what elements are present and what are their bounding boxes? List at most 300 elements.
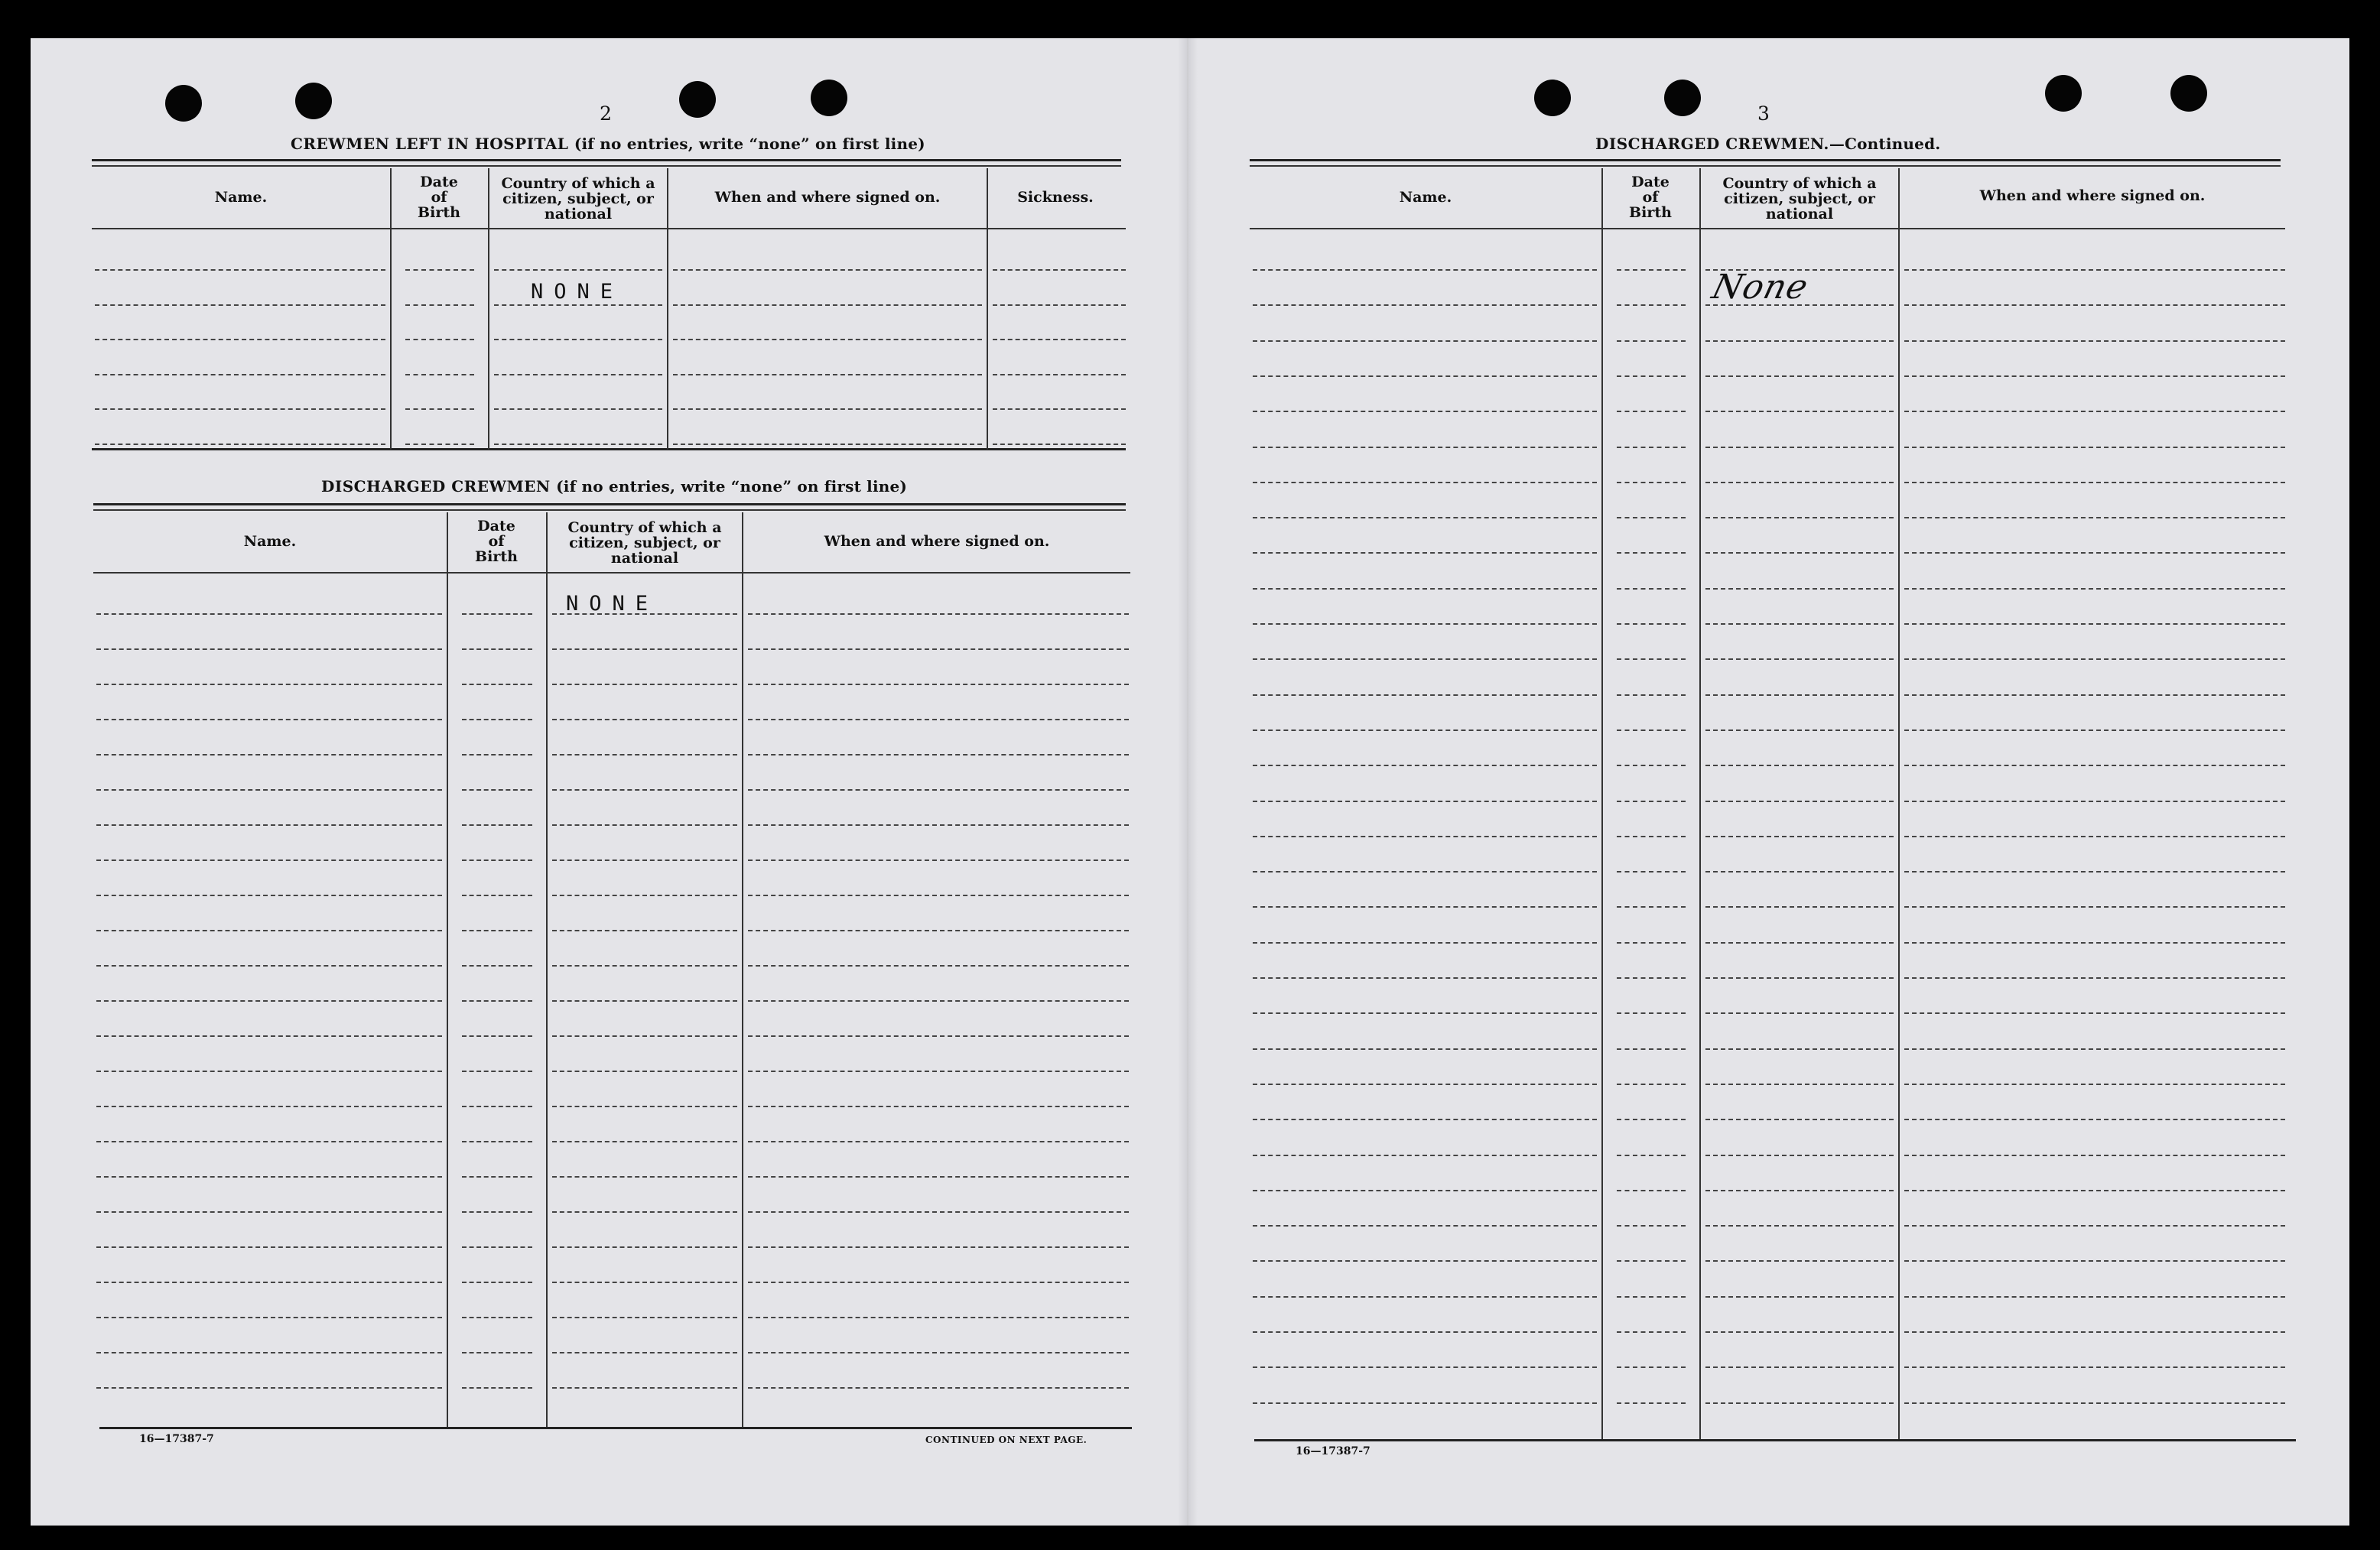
entry-line	[1617, 447, 1686, 448]
entry-line	[96, 754, 442, 756]
entry-line	[494, 444, 662, 445]
entry-line	[748, 1211, 1129, 1213]
entry-line	[1904, 1366, 2285, 1368]
entry-line	[1904, 269, 2285, 271]
entry-line	[748, 648, 1129, 650]
entry-line	[1904, 801, 2285, 802]
discharged-top-rule	[93, 503, 1126, 505]
entry-line	[552, 895, 737, 896]
entry-line	[494, 339, 662, 340]
entry-line	[1904, 623, 2285, 625]
right-col-signed-on: When and where signed on.	[1979, 187, 2206, 204]
entry-line	[748, 1000, 1129, 1002]
entry-line	[1705, 1225, 1894, 1227]
entry-line	[96, 1211, 442, 1213]
entry-line	[1904, 1119, 2285, 1120]
entry-line	[462, 965, 532, 967]
entry-line	[1253, 942, 1597, 944]
entry-line	[748, 1035, 1129, 1037]
entry-line	[1904, 517, 2285, 518]
entry-line	[748, 1387, 1129, 1389]
entry-line	[993, 374, 1126, 375]
entry-line	[1617, 1331, 1686, 1333]
entry-line	[1904, 411, 2285, 412]
entry-line	[1253, 304, 1597, 306]
entry-line	[1705, 1084, 1894, 1085]
continued-note: CONTINUED ON NEXT PAGE.	[925, 1435, 1088, 1445]
entry-line	[1617, 411, 1686, 412]
entry-line	[748, 859, 1129, 861]
entry-line	[1904, 1331, 2285, 1333]
entry-line	[1904, 1260, 2285, 1262]
entry-line	[494, 304, 662, 306]
entry-line	[1253, 1296, 1597, 1298]
entry-line	[1617, 482, 1686, 483]
entry-line	[1617, 1402, 1686, 1404]
entry-line	[1617, 765, 1686, 766]
entry-line	[1705, 375, 1894, 377]
hospital-col-sickness: Sickness.	[1017, 189, 1094, 206]
entry-line	[1705, 942, 1894, 944]
entry-line	[552, 789, 737, 791]
right-none-entry: None	[1708, 268, 1813, 307]
entry-line	[748, 754, 1129, 756]
entry-line	[1253, 801, 1597, 802]
entry-line	[1904, 694, 2285, 696]
entry-line	[1253, 658, 1597, 660]
entry-line	[748, 824, 1129, 826]
entry-line	[1904, 658, 2285, 660]
entry-line	[95, 408, 385, 410]
entry-line	[1617, 517, 1686, 518]
entry-line	[1705, 1366, 1894, 1368]
entry-line	[552, 930, 737, 931]
entry-line	[1253, 694, 1597, 696]
entry-line	[494, 408, 662, 410]
entry-line	[96, 789, 442, 791]
entry-line	[1904, 1012, 2285, 1014]
entry-line	[1617, 871, 1686, 872]
entry-line	[1705, 694, 1894, 696]
entry-line	[552, 1282, 737, 1283]
hospital-top-rule-2	[92, 165, 1121, 167]
right-col-divider	[1699, 168, 1701, 1439]
entry-line	[1904, 1084, 2285, 1085]
entry-line	[1617, 942, 1686, 944]
entry-line	[748, 789, 1129, 791]
discharged-header-rule	[93, 572, 1130, 574]
entry-line	[96, 1141, 442, 1142]
entry-line	[494, 269, 662, 271]
entry-line	[1705, 588, 1894, 590]
entry-line	[1617, 1366, 1686, 1368]
entry-line	[1904, 482, 2285, 483]
entry-line	[1904, 1225, 2285, 1227]
entry-line	[748, 1246, 1129, 1248]
entry-line	[552, 1106, 737, 1107]
hospital-col-signed-on: When and where signed on.	[714, 189, 941, 206]
entry-line	[552, 859, 737, 861]
entry-line	[552, 1317, 737, 1318]
entry-line	[748, 1071, 1129, 1072]
entry-line	[1253, 906, 1597, 908]
entry-line	[673, 304, 982, 306]
entry-line	[96, 1352, 442, 1353]
entry-line	[96, 1387, 442, 1389]
entry-line	[1904, 1155, 2285, 1156]
entry-line	[96, 719, 442, 720]
entry-line	[1253, 1012, 1597, 1014]
entry-line	[1904, 375, 2285, 377]
discharged-title-instruction: (if no entries, write “none” on first line)	[556, 477, 908, 496]
entry-line	[405, 269, 474, 271]
entry-line	[96, 1000, 442, 1002]
entry-line	[1705, 482, 1894, 483]
form-number-right: 16—17387-7	[1296, 1445, 1370, 1457]
entry-line	[1253, 482, 1597, 483]
entry-line	[96, 859, 442, 861]
hospital-title-text: CREWMEN LEFT IN HOSPITAL	[291, 135, 569, 153]
entry-line	[1904, 1048, 2285, 1050]
punch-hole	[1534, 80, 1571, 116]
entry-line	[748, 613, 1129, 615]
entry-line	[1617, 1225, 1686, 1227]
entry-line	[673, 269, 982, 271]
entry-line	[1705, 1119, 1894, 1120]
entry-line	[748, 1352, 1129, 1353]
hospital-col-name: Name.	[214, 189, 268, 206]
entry-line	[1904, 1296, 2285, 1298]
entry-line	[1705, 1331, 1894, 1333]
entry-line	[993, 269, 1126, 271]
entry-line	[1253, 517, 1597, 518]
entry-line	[552, 648, 737, 650]
punch-hole	[679, 81, 716, 118]
entry-line	[96, 1035, 442, 1037]
entry-line	[1705, 1402, 1894, 1404]
entry-line	[462, 789, 532, 791]
entry-line	[1904, 304, 2285, 306]
punch-hole	[295, 83, 332, 119]
entry-line	[1617, 730, 1686, 731]
entry-line	[1705, 1155, 1894, 1156]
hospital-bottom-rule	[92, 448, 1126, 450]
entry-line	[1253, 1225, 1597, 1227]
entry-line	[1253, 1190, 1597, 1191]
entry-line	[462, 859, 532, 861]
entry-line	[1617, 1084, 1686, 1085]
entry-line	[552, 1352, 737, 1353]
hospital-top-rule	[92, 159, 1121, 161]
entry-line	[405, 408, 474, 410]
entry-line	[552, 1176, 737, 1178]
hospital-col-country: Country of which a citizen, subject, or national	[501, 175, 655, 223]
discharged-col-divider	[447, 512, 448, 1427]
right-header-rule	[1250, 228, 2285, 229]
entry-line	[1904, 730, 2285, 731]
entry-line	[462, 1282, 532, 1283]
entry-line	[462, 1141, 532, 1142]
page-number-left: 2	[600, 102, 612, 125]
entry-line	[552, 1387, 737, 1389]
hospital-title-instruction: (if no entries, write “none” on first line)	[574, 135, 925, 153]
entry-line	[552, 1071, 737, 1072]
entry-line	[1617, 623, 1686, 625]
entry-line	[462, 1246, 532, 1248]
discharged-col-dob: Date of Birth	[475, 518, 518, 565]
entry-line	[462, 1352, 532, 1353]
entry-line	[748, 1317, 1129, 1318]
entry-line	[462, 684, 532, 685]
entry-line	[96, 895, 442, 896]
entry-line	[993, 339, 1126, 340]
entry-line	[1705, 658, 1894, 660]
entry-line	[748, 1176, 1129, 1178]
entry-line	[1705, 871, 1894, 872]
right-top-rule-2	[1250, 165, 2281, 167]
right-col-dob: Date of Birth	[1629, 174, 1672, 221]
entry-line	[96, 1282, 442, 1283]
entry-line	[673, 408, 982, 410]
discharged-bottom-rule	[99, 1427, 1132, 1429]
entry-line	[1617, 906, 1686, 908]
entry-line	[748, 930, 1129, 931]
entry-line	[1705, 517, 1894, 518]
entry-line	[552, 1000, 737, 1002]
right-bottom-rule	[1254, 1439, 2296, 1441]
entry-line	[1617, 340, 1686, 342]
entry-line	[1253, 730, 1597, 731]
right-section-title	[1595, 135, 1940, 153]
entry-line	[1617, 1012, 1686, 1014]
entry-line	[1617, 1260, 1686, 1262]
entry-line	[552, 684, 737, 685]
entry-line	[1617, 836, 1686, 837]
entry-line	[748, 1141, 1129, 1142]
entry-line	[1253, 1402, 1597, 1404]
entry-line	[552, 1246, 737, 1248]
entry-line	[96, 613, 442, 615]
entry-line	[1617, 1296, 1686, 1298]
entry-line	[748, 895, 1129, 896]
entry-line	[1253, 375, 1597, 377]
entry-line	[1253, 871, 1597, 872]
hospital-col-divider	[987, 168, 988, 450]
entry-line	[1253, 552, 1597, 554]
entry-line	[1617, 1190, 1686, 1191]
entry-line	[1705, 906, 1894, 908]
entry-line	[1617, 375, 1686, 377]
entry-line	[1253, 1331, 1597, 1333]
entry-line	[1705, 552, 1894, 554]
entry-line	[552, 1035, 737, 1037]
entry-line	[96, 1246, 442, 1248]
right-col-name: Name.	[1399, 189, 1452, 206]
entry-line	[1904, 1402, 2285, 1404]
entry-line	[748, 684, 1129, 685]
entry-line	[1705, 836, 1894, 837]
entry-line	[96, 1176, 442, 1178]
punch-hole	[811, 80, 847, 116]
entry-line	[95, 304, 385, 306]
entry-line	[462, 754, 532, 756]
entry-line	[993, 408, 1126, 410]
entry-line	[1253, 836, 1597, 837]
entry-line	[993, 444, 1126, 445]
entry-line	[494, 374, 662, 375]
right-col-divider	[1898, 168, 1900, 1439]
page-number-right: 3	[1757, 102, 1770, 125]
entry-line	[96, 824, 442, 826]
entry-line	[95, 339, 385, 340]
right-top-rule	[1250, 159, 2281, 161]
entry-line	[1253, 1084, 1597, 1085]
entry-line	[462, 1035, 532, 1037]
entry-line	[1705, 411, 1894, 412]
entry-line	[552, 824, 737, 826]
entry-line	[1253, 269, 1597, 271]
entry-line	[1617, 1048, 1686, 1050]
entry-line	[748, 719, 1129, 720]
entry-line	[1253, 340, 1597, 342]
hospital-header-rule	[92, 228, 1126, 229]
entry-line	[405, 304, 474, 306]
entry-line	[1904, 1190, 2285, 1191]
entry-line	[673, 339, 982, 340]
entry-line	[1253, 588, 1597, 590]
entry-line	[748, 1106, 1129, 1107]
punch-hole	[2170, 75, 2207, 112]
entry-line	[1617, 304, 1686, 306]
entry-line	[552, 719, 737, 720]
entry-line	[1617, 977, 1686, 979]
entry-line	[1705, 765, 1894, 766]
entry-line	[462, 1317, 532, 1318]
entry-line	[462, 1176, 532, 1178]
entry-line	[96, 1317, 442, 1318]
discharged-col-signed-on: When and where signed on.	[824, 533, 1050, 550]
form-number-left: 16—17387-7	[139, 1433, 214, 1445]
entry-line	[462, 1106, 532, 1107]
entry-line	[1705, 1012, 1894, 1014]
entry-line	[552, 965, 737, 967]
entry-line	[1253, 1119, 1597, 1120]
entry-line	[462, 930, 532, 931]
entry-line	[1253, 1048, 1597, 1050]
discharged-col-divider	[546, 512, 548, 1427]
right-title-text: DISCHARGED CREWMEN.	[1595, 135, 1829, 153]
entry-line	[1617, 269, 1686, 271]
entry-line	[405, 339, 474, 340]
entry-line	[1904, 765, 2285, 766]
entry-line	[462, 1211, 532, 1213]
entry-line	[1705, 1190, 1894, 1191]
right-col-country: Country of which a citizen, subject, or national	[1722, 175, 1877, 223]
entry-line	[993, 304, 1126, 306]
punch-hole	[165, 85, 202, 122]
right-col-divider	[1601, 168, 1603, 1439]
entry-line	[1705, 1296, 1894, 1298]
entry-line	[1705, 801, 1894, 802]
entry-line	[462, 648, 532, 650]
entry-line	[96, 965, 442, 967]
entry-line	[1705, 730, 1894, 731]
entry-line	[462, 1000, 532, 1002]
entry-line	[462, 719, 532, 720]
entry-line	[673, 444, 982, 445]
entry-line	[1904, 977, 2285, 979]
entry-line	[405, 374, 474, 375]
entry-line	[1904, 340, 2285, 342]
entry-line	[462, 1387, 532, 1389]
entry-line	[96, 1071, 442, 1072]
hospital-col-dob: Date of Birth	[418, 174, 460, 221]
discharged-section-title	[321, 477, 907, 496]
entry-line	[1617, 694, 1686, 696]
discharged-top-rule-2	[93, 509, 1126, 511]
entry-line	[95, 269, 385, 271]
entry-line	[1617, 801, 1686, 802]
entry-line	[1705, 340, 1894, 342]
entry-line	[1617, 588, 1686, 590]
entry-line	[1253, 1366, 1597, 1368]
hospital-section-title	[291, 135, 925, 153]
entry-line	[1253, 1155, 1597, 1156]
entry-line	[462, 824, 532, 826]
entry-line	[96, 1106, 442, 1107]
entry-line	[1705, 1260, 1894, 1262]
entry-line	[1617, 1119, 1686, 1120]
hospital-col-divider	[667, 168, 668, 450]
entry-line	[96, 930, 442, 931]
entry-line	[1705, 977, 1894, 979]
entry-line	[1904, 552, 2285, 554]
entry-line	[1253, 977, 1597, 979]
entry-line	[462, 1071, 532, 1072]
discharged-title-text: DISCHARGED CREWMEN	[321, 477, 551, 496]
discharged-none-entry: NONE	[566, 592, 659, 616]
entry-line	[95, 374, 385, 375]
punch-hole	[2045, 75, 2082, 112]
entry-line	[748, 965, 1129, 967]
entry-line	[1253, 447, 1597, 448]
discharged-col-country: Country of which a citizen, subject, or national	[567, 519, 722, 567]
entry-line	[462, 895, 532, 896]
punch-hole	[1664, 80, 1701, 116]
entry-line	[405, 444, 474, 445]
entry-line	[673, 374, 982, 375]
entry-line	[1904, 871, 2285, 872]
entry-line	[1904, 836, 2285, 837]
entry-line	[462, 613, 532, 615]
entry-line	[95, 444, 385, 445]
entry-line	[1617, 552, 1686, 554]
center-fold	[1178, 38, 1198, 1526]
entry-line	[1705, 1048, 1894, 1050]
entry-line	[1705, 623, 1894, 625]
entry-line	[1904, 942, 2285, 944]
entry-line	[1253, 1260, 1597, 1262]
entry-line	[1705, 447, 1894, 448]
entry-line	[748, 1282, 1129, 1283]
entry-line	[1904, 447, 2285, 448]
entry-line	[1617, 1155, 1686, 1156]
entry-line	[1253, 623, 1597, 625]
entry-line	[1253, 411, 1597, 412]
entry-line	[96, 684, 442, 685]
hospital-none-entry: NONE	[531, 280, 624, 304]
entry-line	[96, 648, 442, 650]
